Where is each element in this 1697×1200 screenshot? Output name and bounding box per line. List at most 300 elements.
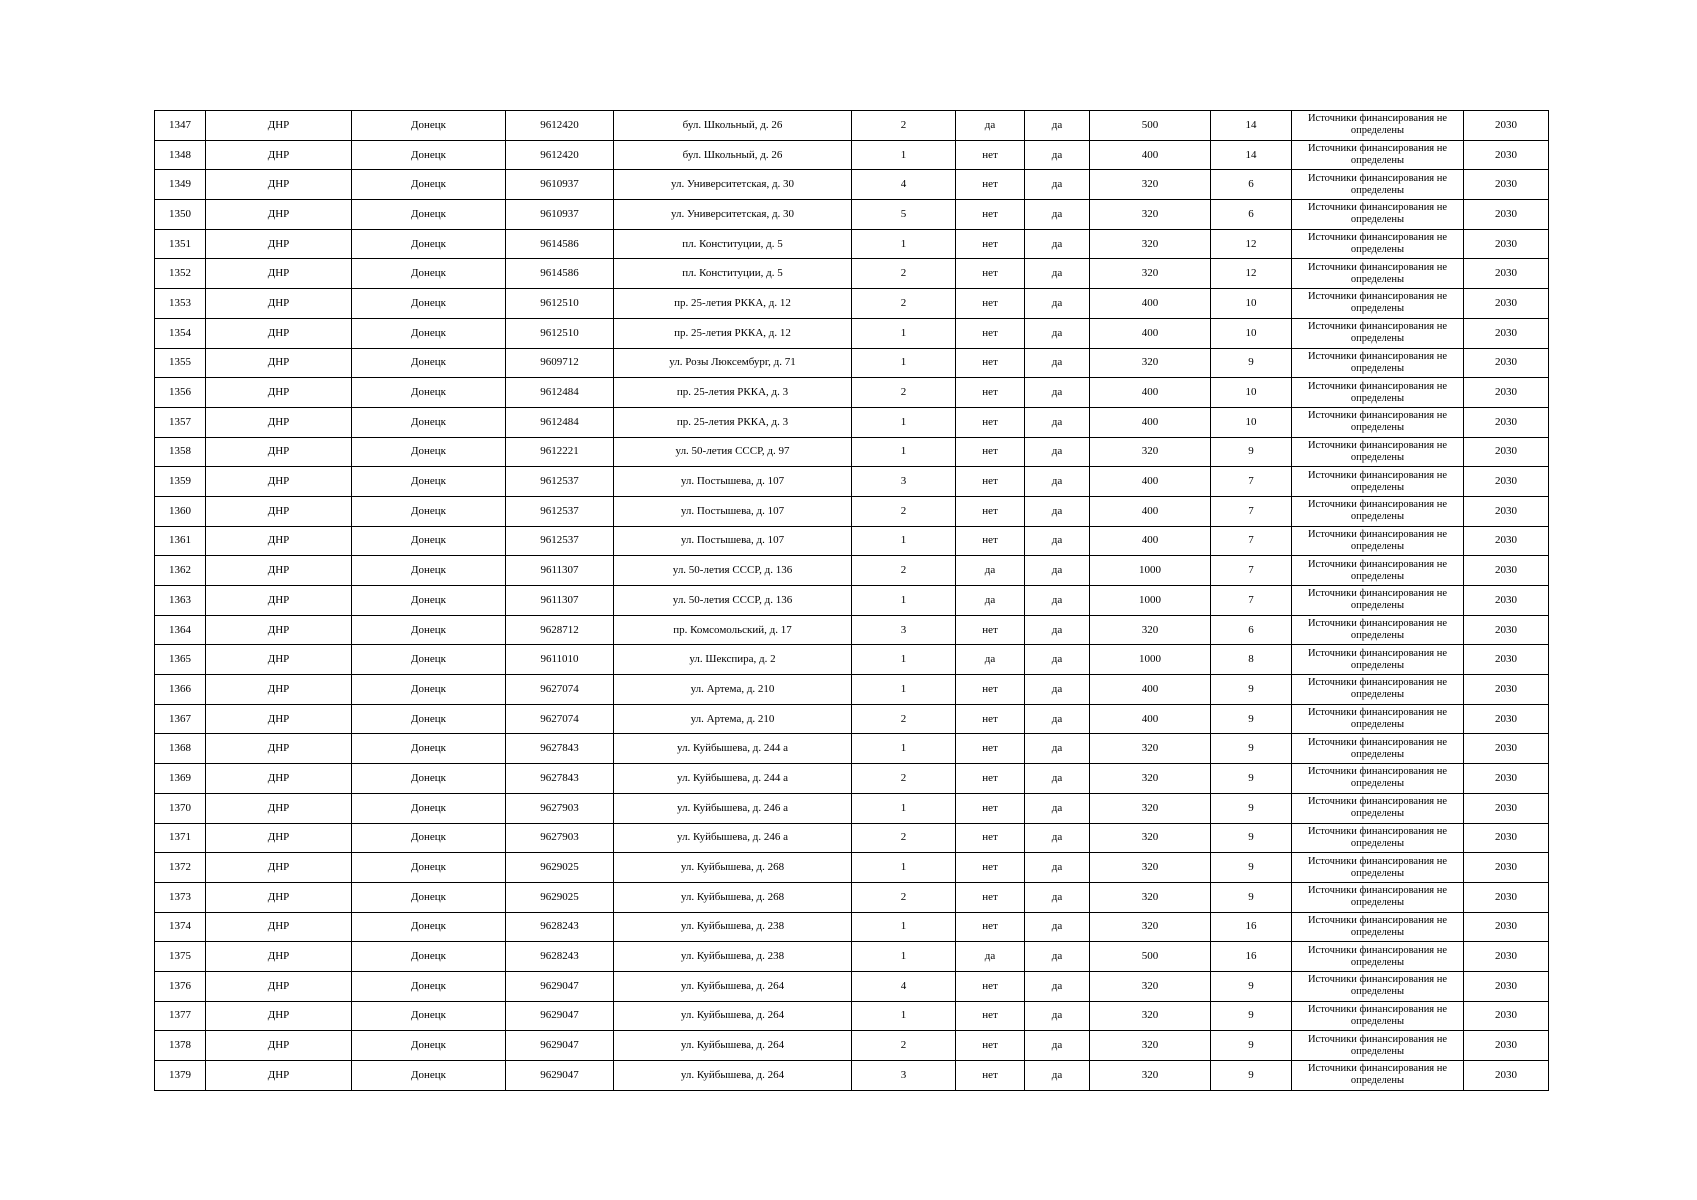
- quantity-cell: 1: [852, 734, 956, 764]
- floors-cell: 14: [1211, 140, 1292, 170]
- flag-b-cell: да: [1025, 289, 1090, 319]
- region-cell: ДНР: [206, 378, 352, 408]
- funding-cell: Источники финансирования не определены: [1292, 259, 1464, 289]
- region-cell: ДНР: [206, 675, 352, 705]
- code-cell: 9612484: [506, 378, 614, 408]
- value-cell: 400: [1090, 140, 1211, 170]
- row-number-cell: 1359: [155, 467, 206, 497]
- value-cell: 320: [1090, 793, 1211, 823]
- region-cell: ДНР: [206, 823, 352, 853]
- flag-a-cell: да: [956, 111, 1025, 141]
- funding-cell: Источники финансирования не определены: [1292, 496, 1464, 526]
- row-number-cell: 1354: [155, 318, 206, 348]
- address-cell: ул. Куйбышева, д. 264: [614, 971, 852, 1001]
- flag-a-cell: нет: [956, 348, 1025, 378]
- flag-a-cell: нет: [956, 407, 1025, 437]
- year-cell: 2030: [1464, 556, 1549, 586]
- table-row: [155, 526, 1549, 556]
- year-cell: 2030: [1464, 229, 1549, 259]
- flag-b-cell: да: [1025, 1061, 1090, 1091]
- flag-b-cell: да: [1025, 853, 1090, 883]
- funding-cell: Источники финансирования не определены: [1292, 111, 1464, 141]
- quantity-cell: 1: [852, 675, 956, 705]
- code-cell: 9629047: [506, 1001, 614, 1031]
- row-number-cell: 1368: [155, 734, 206, 764]
- quantity-cell: 1: [852, 853, 956, 883]
- flag-b-cell: да: [1025, 200, 1090, 230]
- flag-a-cell: нет: [956, 1001, 1025, 1031]
- row-number-cell: 1361: [155, 526, 206, 556]
- city-cell: Донецк: [352, 615, 506, 645]
- flag-b-cell: да: [1025, 378, 1090, 408]
- address-cell: ул. Куйбышева, д. 244 а: [614, 764, 852, 794]
- code-cell: 9628712: [506, 615, 614, 645]
- floors-cell: 7: [1211, 526, 1292, 556]
- address-cell: ул. Шекспира, д. 2: [614, 645, 852, 675]
- value-cell: 1000: [1090, 645, 1211, 675]
- table-row: [155, 675, 1549, 705]
- table-row: [155, 496, 1549, 526]
- flag-a-cell: нет: [956, 467, 1025, 497]
- value-cell: 320: [1090, 229, 1211, 259]
- address-cell: ул. Куйбышева, д. 238: [614, 912, 852, 942]
- quantity-cell: 1: [852, 942, 956, 972]
- city-cell: Донецк: [352, 823, 506, 853]
- code-cell: 9629025: [506, 882, 614, 912]
- row-number-cell: 1353: [155, 289, 206, 319]
- year-cell: 2030: [1464, 259, 1549, 289]
- flag-b-cell: да: [1025, 912, 1090, 942]
- flag-b-cell: да: [1025, 348, 1090, 378]
- year-cell: 2030: [1464, 704, 1549, 734]
- quantity-cell: 4: [852, 971, 956, 1001]
- code-cell: 9609712: [506, 348, 614, 378]
- row-number-cell: 1375: [155, 942, 206, 972]
- row-number-cell: 1347: [155, 111, 206, 141]
- year-cell: 2030: [1464, 1031, 1549, 1061]
- flag-a-cell: нет: [956, 526, 1025, 556]
- quantity-cell: 1: [852, 318, 956, 348]
- value-cell: 400: [1090, 496, 1211, 526]
- flag-b-cell: да: [1025, 675, 1090, 705]
- code-cell: 9628243: [506, 942, 614, 972]
- year-cell: 2030: [1464, 378, 1549, 408]
- floors-cell: 9: [1211, 971, 1292, 1001]
- flag-b-cell: да: [1025, 229, 1090, 259]
- code-cell: 9628243: [506, 912, 614, 942]
- value-cell: 400: [1090, 526, 1211, 556]
- flag-a-cell: нет: [956, 764, 1025, 794]
- flag-a-cell: нет: [956, 229, 1025, 259]
- year-cell: 2030: [1464, 675, 1549, 705]
- table-row: [155, 971, 1549, 1001]
- flag-b-cell: да: [1025, 793, 1090, 823]
- quantity-cell: 1: [852, 793, 956, 823]
- flag-a-cell: нет: [956, 615, 1025, 645]
- table-row: [155, 912, 1549, 942]
- row-number-cell: 1357: [155, 407, 206, 437]
- code-cell: 9611307: [506, 586, 614, 616]
- city-cell: Донецк: [352, 170, 506, 200]
- address-cell: ул. Куйбышева, д. 246 а: [614, 793, 852, 823]
- flag-a-cell: нет: [956, 823, 1025, 853]
- region-cell: ДНР: [206, 971, 352, 1001]
- value-cell: 400: [1090, 675, 1211, 705]
- city-cell: Донецк: [352, 1061, 506, 1091]
- city-cell: Донецк: [352, 942, 506, 972]
- code-cell: 9612537: [506, 467, 614, 497]
- year-cell: 2030: [1464, 971, 1549, 1001]
- funding-cell: Источники финансирования не определены: [1292, 200, 1464, 230]
- region-cell: ДНР: [206, 140, 352, 170]
- region-cell: ДНР: [206, 764, 352, 794]
- flag-b-cell: да: [1025, 496, 1090, 526]
- city-cell: Донецк: [352, 675, 506, 705]
- region-cell: ДНР: [206, 556, 352, 586]
- flag-a-cell: нет: [956, 793, 1025, 823]
- floors-cell: 6: [1211, 200, 1292, 230]
- table-row: [155, 170, 1549, 200]
- table-row: [155, 111, 1549, 141]
- table-row: [155, 289, 1549, 319]
- row-number-cell: 1372: [155, 853, 206, 883]
- address-cell: бул. Школьный, д. 26: [614, 140, 852, 170]
- city-cell: Донецк: [352, 496, 506, 526]
- year-cell: 2030: [1464, 764, 1549, 794]
- flag-a-cell: да: [956, 556, 1025, 586]
- code-cell: 9611010: [506, 645, 614, 675]
- flag-b-cell: да: [1025, 942, 1090, 972]
- value-cell: 320: [1090, 971, 1211, 1001]
- floors-cell: 16: [1211, 942, 1292, 972]
- funding-cell: Источники финансирования не определены: [1292, 734, 1464, 764]
- flag-b-cell: да: [1025, 140, 1090, 170]
- value-cell: 320: [1090, 200, 1211, 230]
- quantity-cell: 1: [852, 526, 956, 556]
- year-cell: 2030: [1464, 170, 1549, 200]
- funding-cell: Источники финансирования не определены: [1292, 764, 1464, 794]
- flag-a-cell: нет: [956, 882, 1025, 912]
- code-cell: 9627074: [506, 675, 614, 705]
- address-cell: ул. Куйбышева, д. 264: [614, 1031, 852, 1061]
- flag-a-cell: нет: [956, 170, 1025, 200]
- quantity-cell: 2: [852, 289, 956, 319]
- funding-cell: Источники финансирования не определены: [1292, 348, 1464, 378]
- table-row: [155, 853, 1549, 883]
- floors-cell: 10: [1211, 378, 1292, 408]
- value-cell: 320: [1090, 764, 1211, 794]
- floors-cell: 7: [1211, 496, 1292, 526]
- flag-a-cell: нет: [956, 853, 1025, 883]
- address-cell: ул. Университетская, д. 30: [614, 200, 852, 230]
- quantity-cell: 2: [852, 111, 956, 141]
- floors-cell: 7: [1211, 556, 1292, 586]
- value-cell: 320: [1090, 615, 1211, 645]
- year-cell: 2030: [1464, 318, 1549, 348]
- quantity-cell: 2: [852, 882, 956, 912]
- address-cell: ул. Постышева, д. 107: [614, 467, 852, 497]
- table-row: [155, 734, 1549, 764]
- region-cell: ДНР: [206, 912, 352, 942]
- table-row: [155, 1031, 1549, 1061]
- code-cell: 9612510: [506, 318, 614, 348]
- funding-cell: Источники финансирования не определены: [1292, 229, 1464, 259]
- table-row: [155, 942, 1549, 972]
- floors-cell: 9: [1211, 793, 1292, 823]
- quantity-cell: 1: [852, 348, 956, 378]
- quantity-cell: 1: [852, 229, 956, 259]
- value-cell: 1000: [1090, 556, 1211, 586]
- city-cell: Донецк: [352, 259, 506, 289]
- address-cell: ул. Куйбышева, д. 264: [614, 1061, 852, 1091]
- funding-cell: Источники финансирования не определены: [1292, 140, 1464, 170]
- value-cell: 400: [1090, 407, 1211, 437]
- row-number-cell: 1350: [155, 200, 206, 230]
- code-cell: 9610937: [506, 170, 614, 200]
- region-cell: ДНР: [206, 586, 352, 616]
- city-cell: Донецк: [352, 882, 506, 912]
- code-cell: 9627843: [506, 734, 614, 764]
- flag-b-cell: да: [1025, 645, 1090, 675]
- region-cell: ДНР: [206, 407, 352, 437]
- year-cell: 2030: [1464, 734, 1549, 764]
- year-cell: 2030: [1464, 526, 1549, 556]
- row-number-cell: 1365: [155, 645, 206, 675]
- floors-cell: 10: [1211, 289, 1292, 319]
- floors-cell: 14: [1211, 111, 1292, 141]
- floors-cell: 16: [1211, 912, 1292, 942]
- quantity-cell: 1: [852, 645, 956, 675]
- region-cell: ДНР: [206, 318, 352, 348]
- code-cell: 9612510: [506, 289, 614, 319]
- city-cell: Донецк: [352, 912, 506, 942]
- funding-cell: Источники финансирования не определены: [1292, 704, 1464, 734]
- quantity-cell: 2: [852, 704, 956, 734]
- floors-cell: 10: [1211, 407, 1292, 437]
- code-cell: 9627903: [506, 793, 614, 823]
- value-cell: 400: [1090, 289, 1211, 319]
- value-cell: 320: [1090, 1031, 1211, 1061]
- floors-cell: 9: [1211, 675, 1292, 705]
- value-cell: 320: [1090, 823, 1211, 853]
- city-cell: Донецк: [352, 556, 506, 586]
- code-cell: 9627903: [506, 823, 614, 853]
- flag-a-cell: да: [956, 586, 1025, 616]
- city-cell: Донецк: [352, 289, 506, 319]
- table-row: [155, 348, 1549, 378]
- funding-cell: Источники финансирования не определены: [1292, 170, 1464, 200]
- floors-cell: 6: [1211, 170, 1292, 200]
- city-cell: Донецк: [352, 467, 506, 497]
- flag-b-cell: да: [1025, 318, 1090, 348]
- floors-cell: 7: [1211, 586, 1292, 616]
- city-cell: Донецк: [352, 229, 506, 259]
- row-number-cell: 1371: [155, 823, 206, 853]
- value-cell: 320: [1090, 882, 1211, 912]
- flag-a-cell: нет: [956, 734, 1025, 764]
- row-number-cell: 1355: [155, 348, 206, 378]
- row-number-cell: 1356: [155, 378, 206, 408]
- region-cell: ДНР: [206, 259, 352, 289]
- floors-cell: 9: [1211, 1001, 1292, 1031]
- table-row: [155, 615, 1549, 645]
- code-cell: 9610937: [506, 200, 614, 230]
- row-number-cell: 1369: [155, 764, 206, 794]
- row-number-cell: 1370: [155, 793, 206, 823]
- city-cell: Донецк: [352, 734, 506, 764]
- year-cell: 2030: [1464, 645, 1549, 675]
- code-cell: 9629047: [506, 971, 614, 1001]
- funding-cell: Источники финансирования не определены: [1292, 1001, 1464, 1031]
- row-number-cell: 1374: [155, 912, 206, 942]
- quantity-cell: 1: [852, 407, 956, 437]
- funding-cell: Источники финансирования не определены: [1292, 912, 1464, 942]
- flag-a-cell: нет: [956, 704, 1025, 734]
- year-cell: 2030: [1464, 586, 1549, 616]
- flag-b-cell: да: [1025, 764, 1090, 794]
- floors-cell: 12: [1211, 229, 1292, 259]
- city-cell: Донецк: [352, 971, 506, 1001]
- quantity-cell: 2: [852, 259, 956, 289]
- region-cell: ДНР: [206, 793, 352, 823]
- city-cell: Донецк: [352, 140, 506, 170]
- flag-a-cell: нет: [956, 1061, 1025, 1091]
- flag-b-cell: да: [1025, 823, 1090, 853]
- row-number-cell: 1362: [155, 556, 206, 586]
- floors-cell: 9: [1211, 1061, 1292, 1091]
- flag-b-cell: да: [1025, 734, 1090, 764]
- year-cell: 2030: [1464, 823, 1549, 853]
- funding-cell: Источники финансирования не определены: [1292, 289, 1464, 319]
- flag-b-cell: да: [1025, 1001, 1090, 1031]
- flag-a-cell: нет: [956, 259, 1025, 289]
- address-cell: ул. Университетская, д. 30: [614, 170, 852, 200]
- city-cell: Донецк: [352, 378, 506, 408]
- quantity-cell: 1: [852, 140, 956, 170]
- region-cell: ДНР: [206, 229, 352, 259]
- quantity-cell: 2: [852, 1031, 956, 1061]
- flag-a-cell: нет: [956, 140, 1025, 170]
- region-cell: ДНР: [206, 526, 352, 556]
- table-body: [155, 111, 1549, 1091]
- table-row: [155, 378, 1549, 408]
- quantity-cell: 2: [852, 764, 956, 794]
- flag-b-cell: да: [1025, 407, 1090, 437]
- value-cell: 320: [1090, 437, 1211, 467]
- address-cell: ул. 50-летия СССР, д. 136: [614, 556, 852, 586]
- row-number-cell: 1363: [155, 586, 206, 616]
- region-cell: ДНР: [206, 1031, 352, 1061]
- year-cell: 2030: [1464, 1001, 1549, 1031]
- row-number-cell: 1348: [155, 140, 206, 170]
- year-cell: 2030: [1464, 793, 1549, 823]
- flag-b-cell: да: [1025, 111, 1090, 141]
- funding-cell: Источники финансирования не определены: [1292, 1061, 1464, 1091]
- value-cell: 320: [1090, 734, 1211, 764]
- year-cell: 2030: [1464, 437, 1549, 467]
- region-cell: ДНР: [206, 496, 352, 526]
- flag-b-cell: да: [1025, 615, 1090, 645]
- code-cell: 9612537: [506, 526, 614, 556]
- address-cell: ул. Куйбышева, д. 238: [614, 942, 852, 972]
- address-cell: ул. Артема, д. 210: [614, 704, 852, 734]
- flag-b-cell: да: [1025, 170, 1090, 200]
- table-row: [155, 882, 1549, 912]
- region-cell: ДНР: [206, 289, 352, 319]
- funding-cell: Источники финансирования не определены: [1292, 526, 1464, 556]
- quantity-cell: 2: [852, 496, 956, 526]
- flag-a-cell: нет: [956, 496, 1025, 526]
- flag-b-cell: да: [1025, 526, 1090, 556]
- flag-a-cell: да: [956, 645, 1025, 675]
- floors-cell: 9: [1211, 882, 1292, 912]
- quantity-cell: 1: [852, 437, 956, 467]
- table-row: [155, 764, 1549, 794]
- table-row: [155, 467, 1549, 497]
- year-cell: 2030: [1464, 1061, 1549, 1091]
- row-number-cell: 1377: [155, 1001, 206, 1031]
- row-number-cell: 1373: [155, 882, 206, 912]
- year-cell: 2030: [1464, 140, 1549, 170]
- floors-cell: 9: [1211, 437, 1292, 467]
- row-number-cell: 1366: [155, 675, 206, 705]
- value-cell: 500: [1090, 111, 1211, 141]
- funding-cell: Источники финансирования не определены: [1292, 615, 1464, 645]
- value-cell: 320: [1090, 259, 1211, 289]
- region-cell: ДНР: [206, 704, 352, 734]
- quantity-cell: 1: [852, 586, 956, 616]
- region-cell: ДНР: [206, 942, 352, 972]
- row-number-cell: 1360: [155, 496, 206, 526]
- table-row: [155, 1061, 1549, 1091]
- table-row: [155, 1001, 1549, 1031]
- region-cell: ДНР: [206, 645, 352, 675]
- flag-b-cell: да: [1025, 882, 1090, 912]
- city-cell: Донецк: [352, 853, 506, 883]
- code-cell: 9614586: [506, 259, 614, 289]
- floors-cell: 12: [1211, 259, 1292, 289]
- row-number-cell: 1367: [155, 704, 206, 734]
- funding-cell: Источники финансирования не определены: [1292, 823, 1464, 853]
- city-cell: Донецк: [352, 348, 506, 378]
- quantity-cell: 5: [852, 200, 956, 230]
- flag-a-cell: нет: [956, 437, 1025, 467]
- table-row: [155, 556, 1549, 586]
- region-cell: ДНР: [206, 734, 352, 764]
- floors-cell: 9: [1211, 734, 1292, 764]
- city-cell: Донецк: [352, 645, 506, 675]
- region-cell: ДНР: [206, 467, 352, 497]
- flag-a-cell: да: [956, 942, 1025, 972]
- city-cell: Донецк: [352, 793, 506, 823]
- flag-b-cell: да: [1025, 586, 1090, 616]
- region-cell: ДНР: [206, 853, 352, 883]
- quantity-cell: 1: [852, 1001, 956, 1031]
- city-cell: Донецк: [352, 437, 506, 467]
- row-number-cell: 1352: [155, 259, 206, 289]
- city-cell: Донецк: [352, 764, 506, 794]
- table-row: [155, 437, 1549, 467]
- city-cell: Донецк: [352, 407, 506, 437]
- year-cell: 2030: [1464, 467, 1549, 497]
- floors-cell: 8: [1211, 645, 1292, 675]
- year-cell: 2030: [1464, 111, 1549, 141]
- quantity-cell: 1: [852, 912, 956, 942]
- funding-cell: Источники финансирования не определены: [1292, 942, 1464, 972]
- floors-cell: 6: [1211, 615, 1292, 645]
- city-cell: Донецк: [352, 704, 506, 734]
- address-cell: пр. Комсомольский, д. 17: [614, 615, 852, 645]
